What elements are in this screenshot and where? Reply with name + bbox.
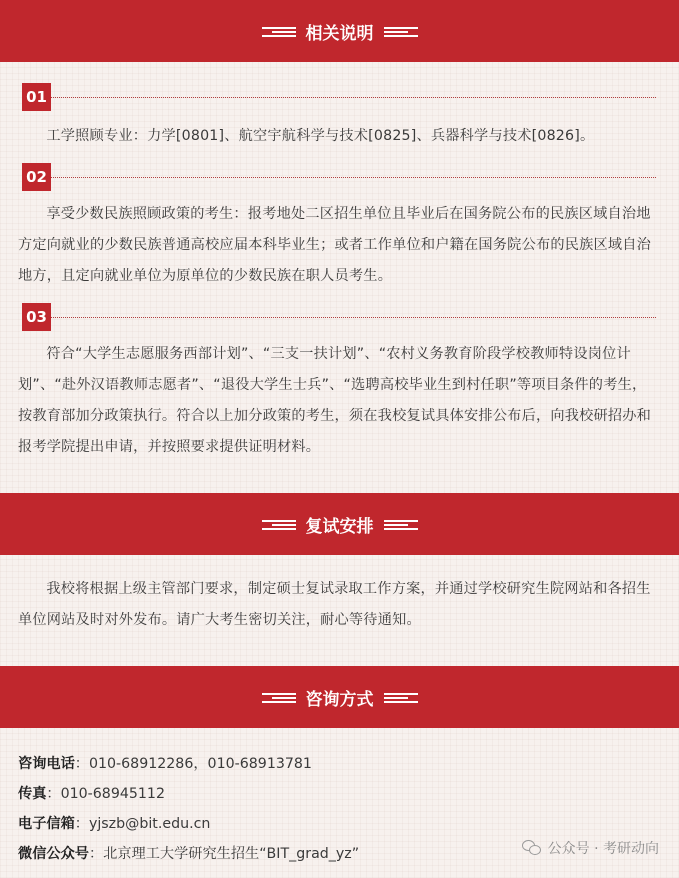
phone-value: ：010-68912286，010-68913781 [74,756,312,772]
item-number-badge: 03 [22,303,51,331]
contact-phone [18,749,658,779]
dotted-divider [51,317,656,318]
item-number-badge: 02 [22,163,51,191]
watermark-text: 公众号 · 考研动向 [547,841,659,857]
wechat-icon [522,840,542,856]
retest-text: 我校将根据上级主管部门要求，制定硕士复试录取工作方案，并通过学校研究生院网站和各招生单位网站及时对外发布。请广大考生密切关注，耐心等待通知。 [18,581,651,628]
section-banner-contact [0,666,679,728]
section-banner-notes [0,0,679,62]
item-text: 工学照顾专业：力学[0801]、航空宇航科学与技术[0825]、兵器科学与技术[0826]。 [46,128,595,144]
watermark [522,838,659,858]
decorative-lines-icon [262,692,296,702]
email-label: 电子信箱 [18,816,75,832]
fax-value: ：010-68945112 [46,786,165,802]
section-title: 相关说明 [305,23,374,44]
contact-fax [18,779,658,809]
item-number-row [22,303,656,331]
item-number-row [22,163,656,191]
wechat-value: ：北京理工大学研究生招生“BIT_grad_yz” [88,846,360,862]
item-text: 享受少数民族照顾政策的考生：报考地处二区招生单位且毕业后在国务院公布的民族区域自治地方定向就业的少数民族普通高校应届本科毕业生；或者工作单位和户籍在国务院公布的民族区域自治地方，且定向就业单位为原单位的少数民族在职人员考生。 [18,206,652,284]
item-text: 符合“大学生志愿服务西部计划”、“三支一扶计划”、“农村义务教育阶段学校教师特设岗位计划”、“赴外汉语教师志愿者”、“退役大学生士兵”、“选聘高校毕业生到村任职”等项目条件的考生，按教育部加分政策执行。符合以上加分政策的考生，须在我校复试具体安排公布后，向我校研招办和报考学院提出申请，并按照要求提供证明材料。 [18,346,652,455]
dotted-divider [51,177,656,178]
section-banner-retest [0,493,679,555]
section-title: 咨询方式 [305,689,374,710]
wechat-label: 微信公众号 [18,846,89,862]
section-title: 复试安排 [305,516,374,537]
decorative-lines-icon [384,26,418,36]
dotted-divider [51,97,656,98]
decorative-lines-icon [384,692,418,702]
email-value: ：yjszb@bit.edu.cn [74,816,211,832]
item-number-badge: 01 [22,83,51,111]
decorative-lines-icon [262,519,296,529]
decorative-lines-icon [384,519,418,529]
decorative-lines-icon [262,26,296,36]
fax-label: 传真 [18,786,47,802]
contact-email [18,809,658,839]
item-number-row [22,83,656,111]
phone-label: 咨询电话 [18,756,75,772]
